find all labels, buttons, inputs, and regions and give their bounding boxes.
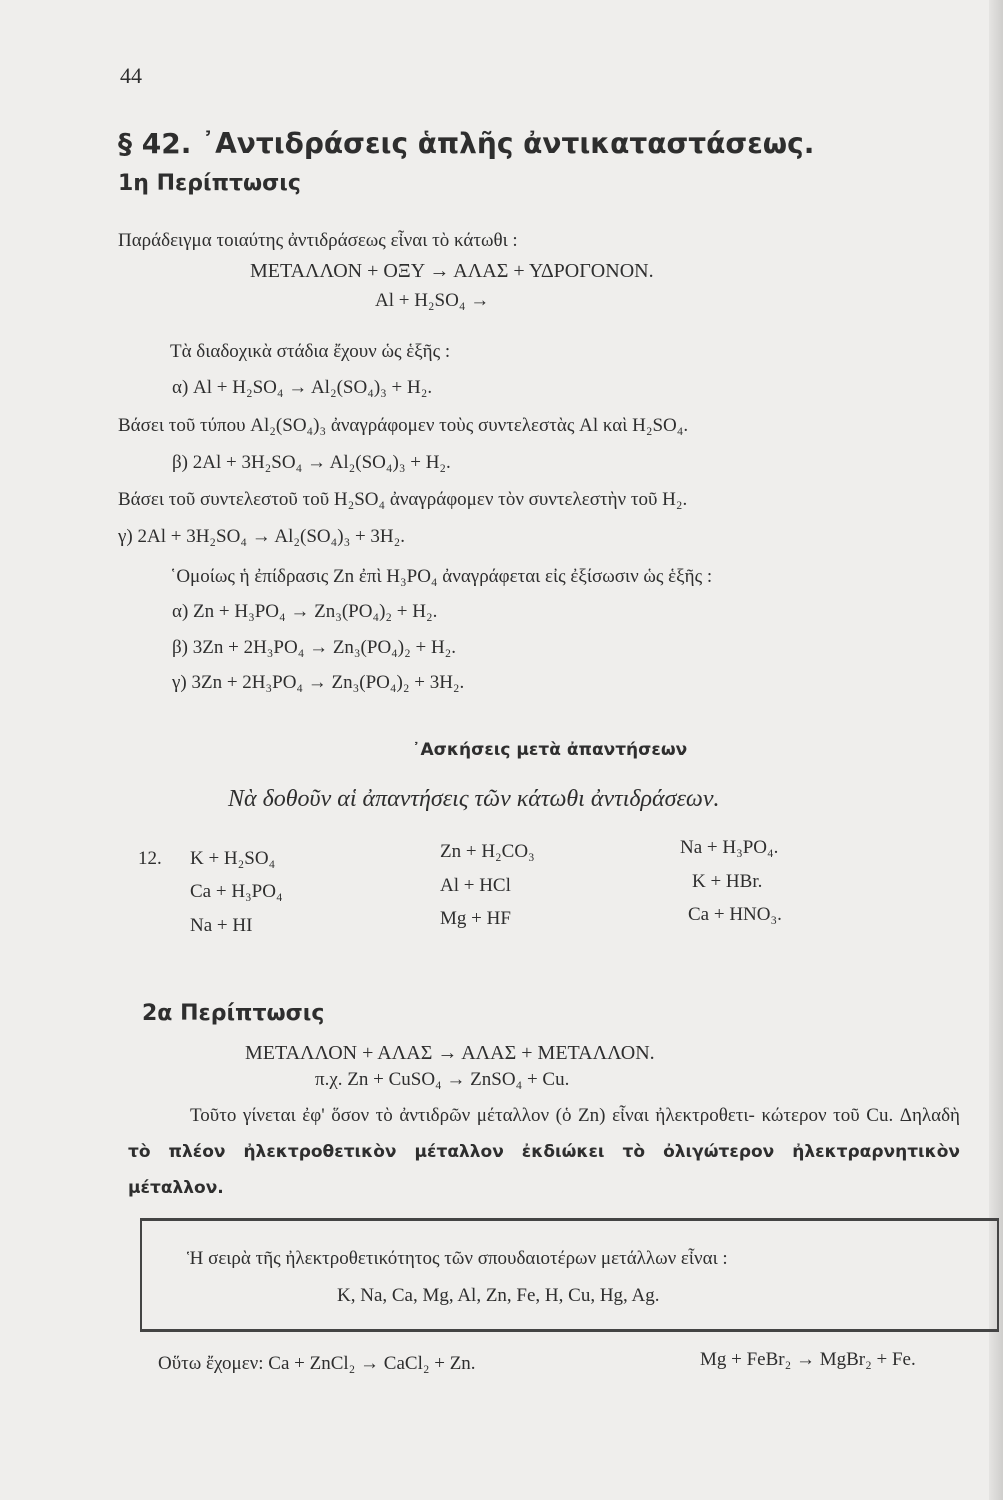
stages-intro: Τὰ διαδοχικὰ στάδια ἔχουν ὡς ἑξῆς : (170, 341, 451, 362)
case2-example: π.χ. Zn + CuSO₄ → ZnSO₄ + Cu. (315, 1069, 570, 1090)
exercise-item: Al + HCl (440, 875, 511, 896)
step-a: α) Al + H₂SO₄ → Al₂(SO₄)₃ + H₂. (172, 377, 433, 398)
electropositivity-box (140, 1218, 999, 1332)
conclusion-equation-2: Mg + FeBr₂ → MgBr₂ + Fe. (700, 1349, 916, 1370)
case2-explanation (128, 1098, 960, 1206)
note-a: Βάσει τοῦ τύπου Al₂(SO₄)₃ ἀναγράφομεν τοὺς συντελεστὰς Al καὶ H₂SO₄. (118, 415, 689, 436)
exercise-item: Mg + HF (440, 908, 511, 929)
exercises-heading: ᾿Ασκήσεις μετὰ ἀπαντήσεων (412, 740, 688, 760)
step-c: γ) 2Al + 3H₂SO₄ → Al₂(SO₄)₃ + 3H₂. (118, 526, 406, 547)
page-number: 44 (120, 63, 142, 88)
note-b: Βάσει τοῦ συντελεστοῦ τοῦ H₂SO₄ ἀναγράφομεν τὸν συντελεστὴν τοῦ H₂. (118, 489, 688, 510)
exercise-item: Zn + H₂CO₃ (440, 841, 535, 862)
explanation-text: Τοῦτο γίνεται ἐφ' ὅσον τὸ ἀντιδρῶν μέταλλον (ὁ Zn) εἶναι ἠλεκτροθετι- κώτερον τοῦ Cu. Δηλαδὴ (190, 1105, 960, 1126)
exercise-item: K + H₂SO₄ (190, 848, 276, 869)
electropositivity-series: K, Na, Ca, Mg, Al, Zn, Fe, H, Cu, Hg, Ag. (337, 1285, 660, 1306)
step-b: β) 2Al + 3H₂SO₄ → Al₂(SO₄)₃ + H₂. (172, 452, 451, 473)
exercise-item: Ca + HNO₃. (688, 904, 782, 925)
explanation-rule: τὸ πλέον ἠλεκτροθετικὸν μέταλλον ἐκδιώκει τὸ ὀλιγώτερον ἠλεκτραρνητικὸν μέταλλον. (128, 1142, 960, 1198)
case1-example: Al + H₂SO₄ → (375, 290, 490, 311)
exercise-item: K + HBr. (692, 871, 763, 892)
section-heading: § 42. ᾿Αντιδράσεις ἁπλῆς ἀντικαταστάσεως. (118, 127, 815, 160)
case1-general-equation: ΜΕΤΑΛΛΟΝ + ΟΞΥ → ΑΛΑΣ + ΥΔΡΟΓΟΝΟΝ. (250, 260, 654, 282)
zn-intro: ῾Ομοίως ἡ ἐπίδρασις Zn ἐπὶ H₃PO₄ ἀναγράφεται εἰς ἐξίσωσιν ὡς ἑξῆς : (170, 566, 713, 587)
exercise-number: 12. (138, 848, 162, 869)
exercise-item: Ca + H₃PO₄ (190, 881, 283, 902)
case1-heading: 1η Περίπτωσις (118, 171, 301, 196)
exercises-instruction: Νὰ δοθοῦν αἱ ἀπαντήσεις τῶν κάτωθι ἀντιδράσεων. (228, 786, 720, 812)
case2-general-equation: ΜΕΤΑΛΛΟΝ + ΑΛΑΣ → ΑΛΑΣ + ΜΕΤΑΛΛΟΝ. (245, 1042, 655, 1064)
zn-step-b: β) 3Zn + 2H₃PO₄ → Zn₃(PO₄)₂ + H₂. (172, 637, 457, 658)
exercise-item: Na + HI (190, 915, 253, 936)
case2-heading: 2α Περίπτωσις (142, 1001, 325, 1026)
zn-step-a: α) Zn + H₃PO₄ → Zn₃(PO₄)₂ + H₂. (172, 601, 438, 622)
box-intro: Ἡ σειρὰ τῆς ἠλεκτροθετικότητος τῶν σπουδαιοτέρων μετάλλων εἶναι : (187, 1248, 728, 1269)
case1-intro: Παράδειγμα τοιαύτης ἀντιδράσεως εἶναι τὸ κάτωθι : (118, 230, 518, 251)
conclusion-equation-1: Οὕτω ἔχομεν: Ca + ZnCl₂ → CaCl₂ + Zn. (158, 1353, 476, 1374)
exercise-item: Na + H₃PO₄. (680, 837, 779, 858)
zn-step-c: γ) 3Zn + 2H₃PO₄ → Zn₃(PO₄)₂ + 3H₂. (172, 672, 465, 693)
